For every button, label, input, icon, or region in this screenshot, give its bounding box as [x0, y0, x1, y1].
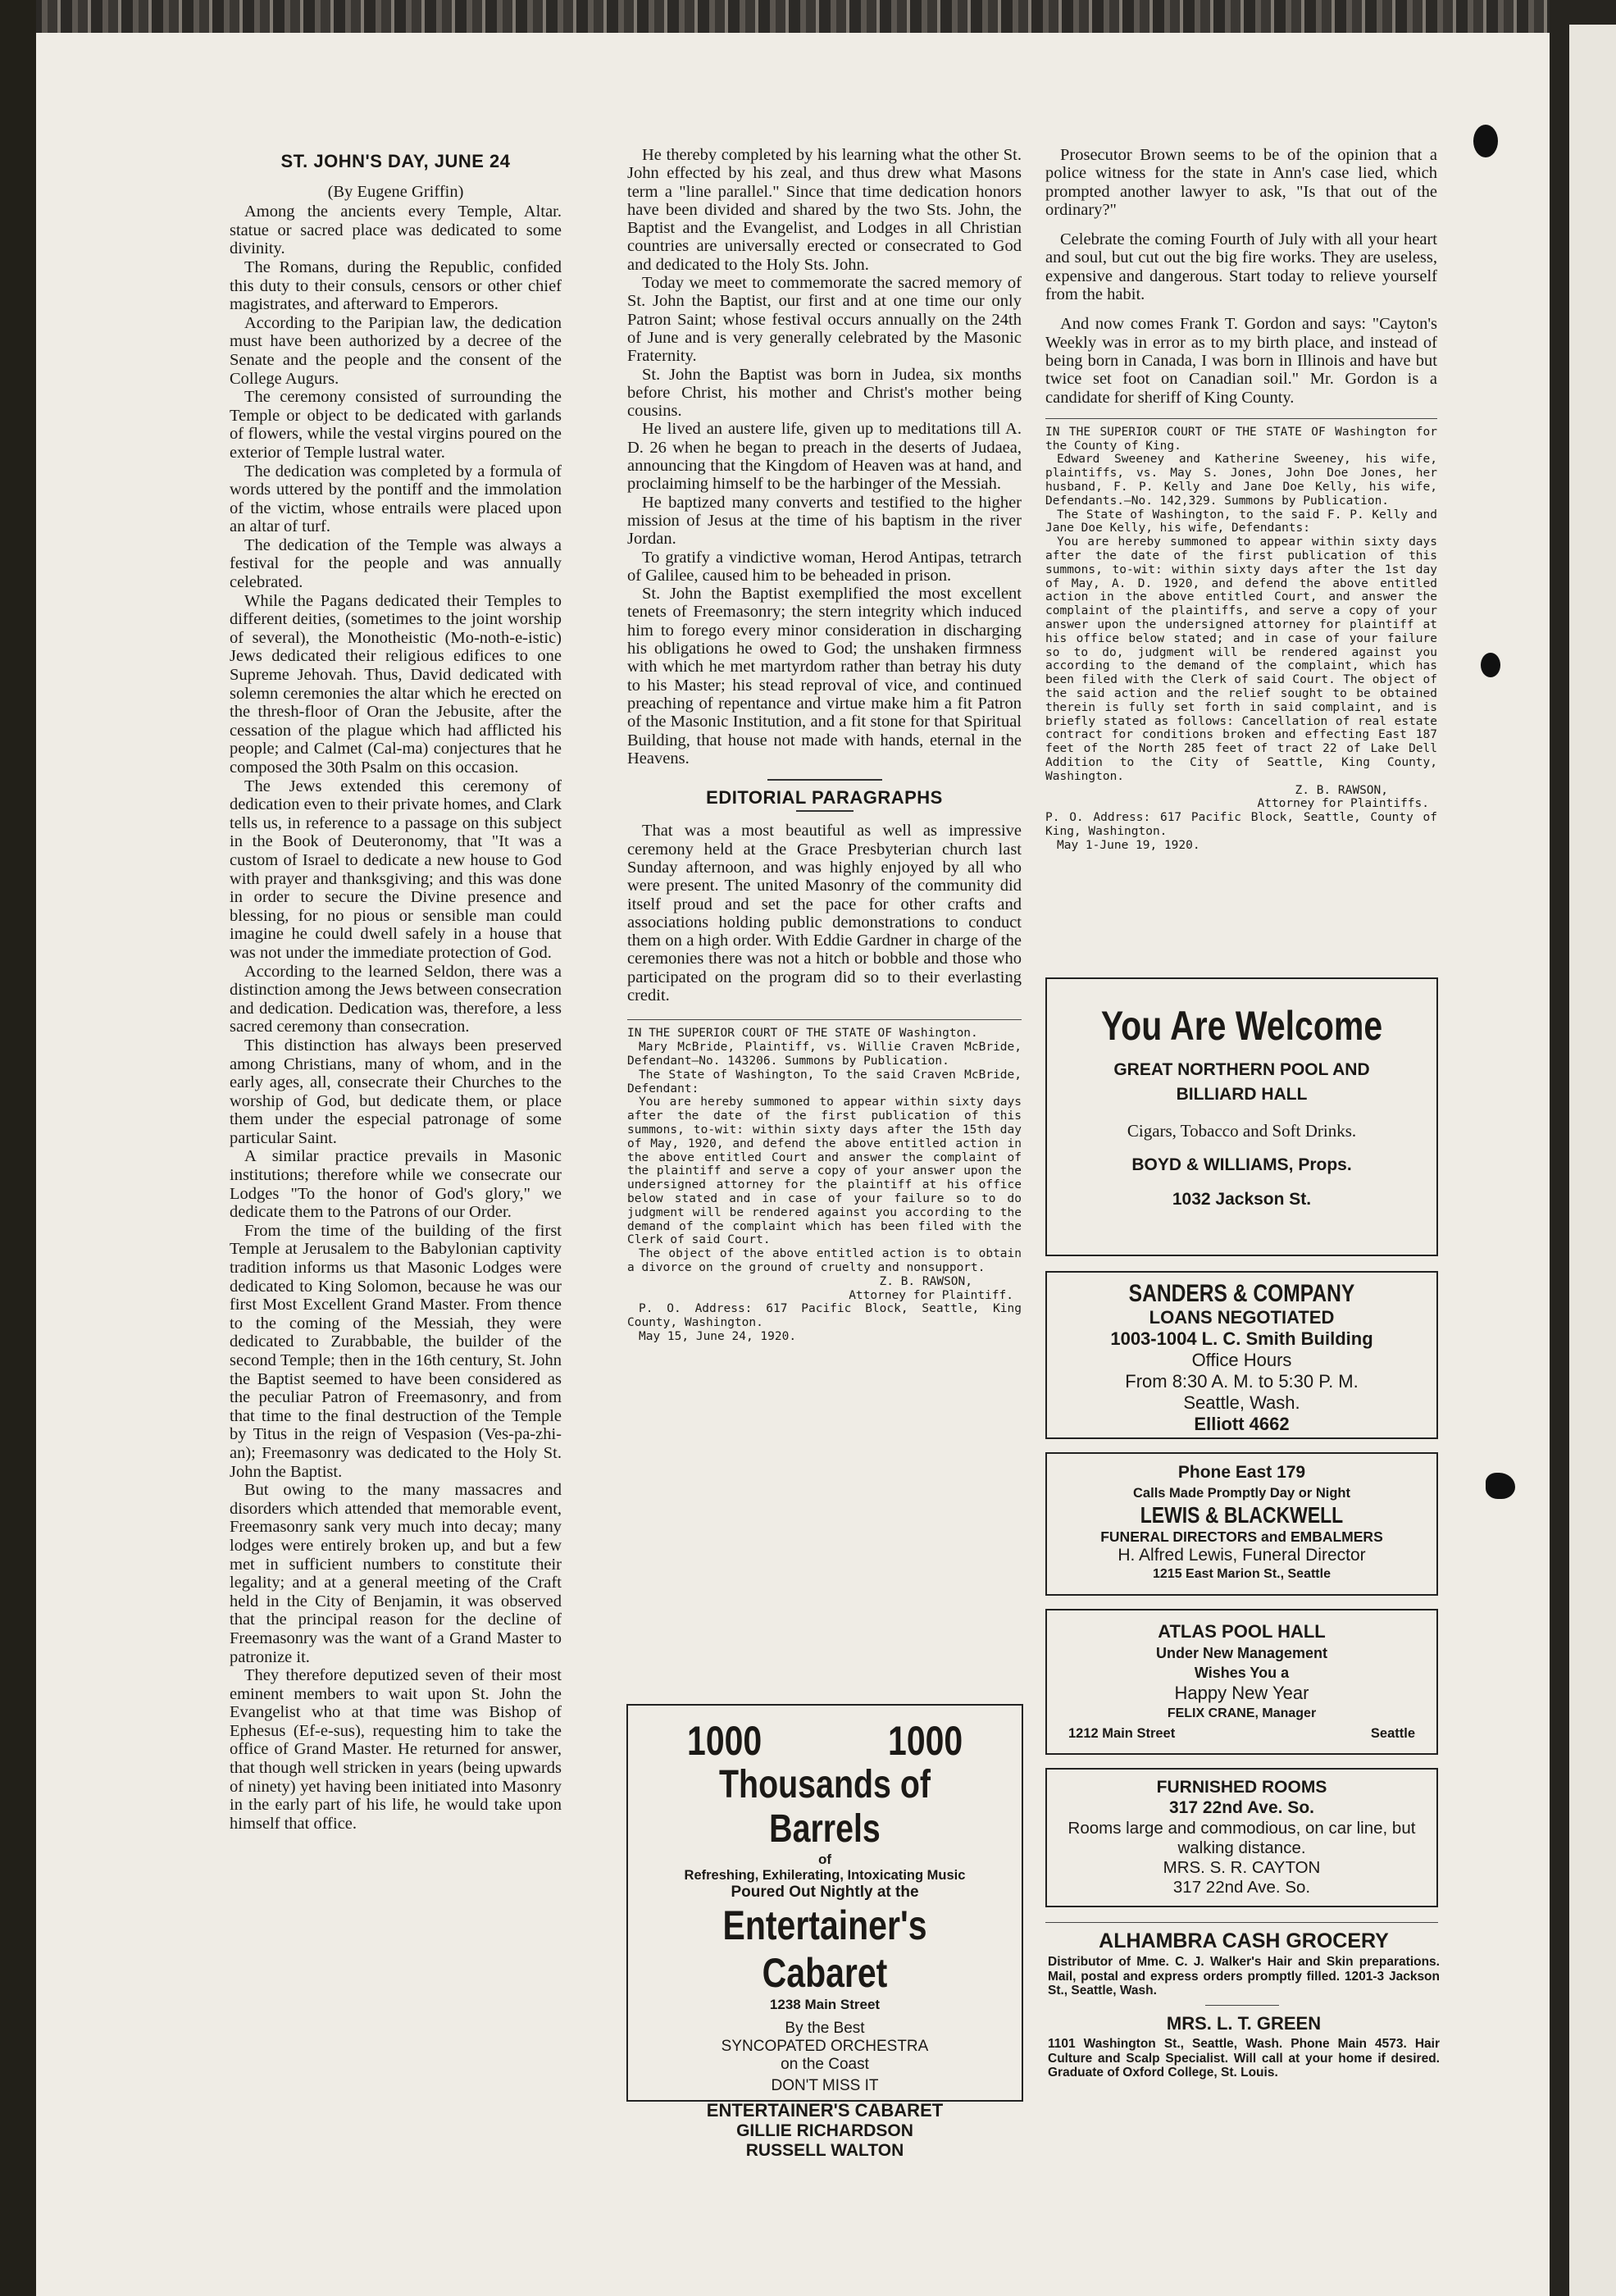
- ad-business-name: ALHAMBRA CASH GROCERY: [1099, 1929, 1389, 1952]
- ad-proprietor: BOYD & WILLIAMS, Props.: [1131, 1155, 1352, 1174]
- ad-business-name: Entertainer's Cabaret: [722, 1902, 927, 1996]
- ad-lewis-blackwell: [1045, 1452, 1438, 1596]
- ad-headline: Thousands of Barrels: [718, 1763, 931, 1851]
- ad-proprietor: MRS. S. R. CAYTON: [1163, 1858, 1321, 1877]
- legal-header: IN THE SUPERIOR COURT OF THE STATE OF Washington for the County of King.: [1045, 425, 1437, 453]
- ad-proprietor: FELIX CRANE, Manager: [1167, 1706, 1317, 1720]
- ad-number: 1000: [687, 1718, 762, 1764]
- ad-number: 1000: [887, 1718, 963, 1764]
- ad-text: Refreshing, Exhilerating, Intoxicating Music: [684, 1868, 966, 1883]
- article-paragraph: To gratify a vindictive woman, Herod Antipas, tetrarch of Galilee, caused him to be beheaded in prison.: [627, 548, 1022, 585]
- ad-address: 1215 East Marion St., Seattle: [1153, 1567, 1331, 1581]
- ad-proprietor: GILLIE RICHARDSON: [736, 2121, 913, 2140]
- ad-text: DON'T MISS IT: [771, 2077, 879, 2094]
- article-paragraph: He thereby completed by his learning what the other St. John effected by his zeal, and thus drew what Masons term a "line parallel." Since that time dedication honors have been divided and shared by the two Sts. John, the Baptist and the Evangelist, and Lodges in all Christian countries are universally erected or consecrated to God and dedicated to the Holy Sts. John.: [627, 146, 1022, 274]
- ad-text: Under New Management: [1155, 1645, 1328, 1661]
- legal-to: The State of Washington, To the said Craven McBride, Defendant:: [627, 1068, 1022, 1096]
- ad-headline: You Are Welcome: [1100, 1003, 1383, 1049]
- ad-text: Poured Out Nightly at the: [731, 1884, 919, 1901]
- section-divider: [1205, 2005, 1279, 2006]
- ad-business-name: SANDERS & COMPANY: [1128, 1280, 1355, 1307]
- ad-address: 1212 Main Street: [1068, 1726, 1176, 1741]
- legal-dates: May 1-June 19, 1920.: [1057, 838, 1200, 852]
- legal-object: The object of the above entitled action is to obtain a divorce on the ground of cruelty and nonsupport.: [627, 1247, 1022, 1274]
- editorial-paragraph: Prosecutor Brown seems to be of the opinion that a police witness for the state in Ann's case lied, which prompted another lawyer to ask, "Is that out of the ordinary?": [1045, 146, 1437, 219]
- ad-text: FUNERAL DIRECTORS and EMBALMERS: [1100, 1528, 1383, 1545]
- legal-header: IN THE SUPERIOR COURT OF THE STATE OF Washington.: [627, 1027, 978, 1041]
- ad-atlas-pool-hall: [1045, 1609, 1438, 1755]
- section-divider: [627, 1019, 1022, 1020]
- ad-phone: Elliott 4662: [1194, 1414, 1290, 1434]
- legal-case: Mary McBride, Plaintiff, vs. Willie Craven McBride, Defendant—No. 143206. Summons by Publication.: [627, 1041, 1022, 1068]
- article-paragraph: He baptized many converts and testified to the higher mission of Jesus at the time of his baptism in the river Jordan.: [627, 493, 1022, 549]
- ad-text: Wishes You a: [1194, 1665, 1290, 1681]
- legal-body: You are hereby summoned to appear within sixty days after the date of the first publication of this summons, to-wit: within sixty days after the 15th day of May, 1920, and defend the above entitled action in the above entitled Court and answer the complaint of the plaintiff and serve a copy of your answer upon the undersigned attorney for the plaintiff at his office below stated and in case of your failure so to do judgment will be rendered against you according to the demand of the complaint which has been filed with the Clerk of said Court.: [627, 1096, 1022, 1247]
- article-paragraph: A similar practice prevails in Masonic institutions; therefore while we consecrate our Lodges "To the honor of God's glory," we dedicate them to the Patrons of our Order.: [230, 1147, 562, 1222]
- article-paragraph: This distinction has always been preserved among Christians, many of whom, and in the early ages, all, consecrate their Churches to the worship of God, but dedicate them, or place them under the especial patronage of some particular Saint.: [230, 1036, 562, 1147]
- ad-text: 1101 Washington St., Seattle, Wash. Phone Main 4573. Hair Culture and Scalp Specialist. Will call at your home if desired. Graduate of Oxford College, St. Louis.: [1048, 2037, 1440, 2080]
- editorial-paragraph: That was a most beautiful as well as impressive ceremony held at the Grace Presbyterian church last Sunday afternoon, and was highly enjoyed by all who were present. The united Masonry of the community did itself proud and set the pace for other crafts and associations holding public demonstrations to conduct them on a high order. With Eddie Gardner in charge of the ceremonies there was not a hitch or bobble and those who participated on the program did so to their everlasting credit.: [627, 822, 1022, 1005]
- ad-address: 1238 Main Street: [769, 1997, 881, 2012]
- scan-left-edge: [0, 0, 36, 2296]
- ink-blot: [1481, 653, 1500, 677]
- ad-business-name: LEWIS & BLACKWELL: [1140, 1502, 1344, 1528]
- legal-case: Edward Sweeney and Katherine Sweeney, his wife, plaintiffs, vs. May S. Jones, John Doe Jones, her husband, F. P. Kelly and Jane Doe Kelly, his wife, Defendants.—No. 142,329. Summons by Publication.: [1045, 453, 1437, 508]
- ad-text: GREAT NORTHERN POOL AND: [1113, 1060, 1370, 1079]
- legal-notice-mcbride: [627, 1027, 1022, 1343]
- ad-business-name: ATLAS POOL HALL: [1158, 1621, 1326, 1642]
- ad-text: Seattle, Wash.: [1183, 1392, 1300, 1413]
- legal-address: P. O. Address: 617 Pacific Block, Seattle, King County, Washington.: [627, 1302, 1022, 1330]
- legal-signer: Z. B. RAWSON,: [1295, 783, 1388, 797]
- ad-text: ENTERTAINER'S CABARET: [706, 2100, 944, 2121]
- ad-text: of: [817, 1852, 832, 1867]
- ad-address: 317 22nd Ave. So.: [1172, 1878, 1311, 1897]
- column-1: [230, 115, 562, 1833]
- article-paragraph: The dedication was completed by a formula of words uttered by the pontiff and the immolation of the victim, whose entrails were placed upon an altar of turf.: [230, 462, 562, 536]
- ink-blot: [1473, 125, 1498, 157]
- section-divider: [1045, 418, 1437, 419]
- ad-text: H. Alfred Lewis, Funeral Director: [1118, 1546, 1366, 1565]
- ad-great-northern-pool: [1045, 977, 1438, 1256]
- ad-text: LOANS NEGOTIATED: [1149, 1307, 1335, 1328]
- article-paragraph: While the Pagans dedicated their Temples to different deities, (sometimes to the joint worship of several), the Monotheistic (Mo-noth-e-istic) Jews dedicated their religious edifices to one Supreme Jehovah. Thus, David dedicated with solemn ceremonies the altar which he erected on the thresh-floor of Oran the Jebusite, after the cessation of the plague which had afflicted his people; and Calmet (Cal-ma) conjectures that he composed the 30th Psalm on this occasion.: [230, 591, 562, 777]
- article-paragraph: The Romans, during the Republic, confided this duty to their consuls, censors or other chief magistrates, and afterward to Emperors.: [230, 257, 562, 314]
- article-paragraph: Among the ancients every Temple, Altar. statue or sacred place was dedicated to some divinity.: [230, 203, 562, 258]
- ad-address: 1032 Jackson St.: [1172, 1190, 1312, 1209]
- adjacent-page-edge: [1569, 25, 1616, 2296]
- legal-address: P. O. Address: 617 Pacific Block, Seattle, County of King, Washington.: [1045, 811, 1437, 838]
- article-paragraph: He lived an austere life, given up to meditations till A. D. 26 when he began to preach in the deserts of Judaea, announcing that the Kingdom of Heaven was at hand, and proclaiming himself to be the harbinger of the Messiah.: [627, 420, 1022, 494]
- ad-text: Happy New Year: [1174, 1683, 1309, 1703]
- editorial-paragraph: Celebrate the coming Fourth of July with all your heart and soul, but cut out the big fire works. They are useless, expensive and dangerous. Start today to relieve yourself from the habit.: [1045, 230, 1437, 304]
- ad-phone: Phone East 179: [1177, 1463, 1306, 1482]
- ink-blot: [1486, 1473, 1515, 1499]
- ad-text: Calls Made Promptly Day or Night: [1133, 1486, 1350, 1501]
- article-paragraph: The dedication of the Temple was always a festival for the people and was annually celebrated.: [230, 535, 562, 592]
- ad-headline: FURNISHED ROOMS: [1156, 1778, 1327, 1797]
- article-paragraph: St. John the Baptist was born in Judea, six months before Christ, his mother and Christ's mother being cousins.: [627, 365, 1022, 421]
- article-paragraph: The Jews extended this ceremony of dedication even to their private homes, and Clark tells us, in reference to a passage on this subject in the Book of Deuteronomy, that "It was a custom of Israel to dedicate a new house to God with prayer and thanksgiving; and this was done in order to secure the Divine presence and blessing, for no pious or sensible man could imagine he could dwell safely in a house that was not under the immediate protection of God.: [230, 777, 562, 962]
- article-paragraph: Today we meet to commemorate the sacred memory of St. John the Baptist, our first and at one time our only Patron Saint; whose festival occurs annually on the 24th of June and is very generally celebrated by the Masonic Fraternity.: [627, 274, 1022, 366]
- ad-text: By the Best: [785, 2020, 865, 2037]
- legal-role: Attorney for Plaintiffs.: [1257, 797, 1429, 811]
- legal-role: Attorney for Plaintiff.: [849, 1288, 1013, 1302]
- section-divider: [796, 810, 854, 812]
- ad-text: BILLIARD HALL: [1176, 1085, 1308, 1104]
- legal-notice-sweeney: [1045, 426, 1437, 853]
- article-paragraph: The ceremony consisted of surrounding the Temple or object to be dedicated with garlands of flowers, while the vestal virgins poured on the exterior of Temple lustral water.: [230, 388, 562, 462]
- ad-entertainers-cabaret: [626, 1704, 1023, 2160]
- article-byline: (By Eugene Griffin): [327, 182, 464, 201]
- ad-text: Office Hours: [1191, 1350, 1292, 1370]
- section-divider: [1045, 1922, 1438, 1923]
- ad-text: SYNCOPATED ORCHESTRA: [721, 2038, 929, 2055]
- legal-signer: Z. B. RAWSON,: [879, 1274, 972, 1288]
- ad-sanders-company: [1045, 1271, 1438, 1439]
- ad-address: 317 22nd Ave. So.: [1168, 1798, 1315, 1817]
- article-paragraph: But owing to the many massacres and disorders which attended that memorable event, Freemasonry sank very much into decay; many lodges were entirely broken up, and but a few met in sufficient numbers to constitute their legality; and at a general meeting of the Craft held in the City of Benjamin, it was observed that the principal reason for the decline of Freemasonry was the want of a Grand Master to patronize it.: [230, 1481, 562, 1666]
- article-title: ST. JOHN'S DAY, JUNE 24: [280, 151, 511, 171]
- legal-to: The State of Washington, to the said F. P. Kelly and Jane Doe Kelly, his wife, Defendants:: [1045, 508, 1437, 535]
- ad-city: Seattle: [1370, 1726, 1415, 1741]
- ad-alhambra-grocery: [1048, 1927, 1440, 1998]
- ad-mrs-green: [1048, 2011, 1440, 2080]
- column-2: [627, 146, 1022, 1344]
- ad-proprietor: RUSSELL WALTON: [745, 2141, 904, 2160]
- ad-text: Cigars, Tobacco and Soft Drinks.: [1127, 1121, 1357, 1141]
- ad-address: 1003-1004 L. C. Smith Building: [1110, 1328, 1373, 1349]
- ad-text: From 8:30 A. M. to 5:30 P. M.: [1125, 1371, 1359, 1392]
- legal-dates: May 15, June 24, 1920.: [639, 1329, 797, 1343]
- article-paragraph: St. John the Baptist exemplified the most excellent tenets of Freemasonry; the stern integrity which induced him to forego every minor consideration in discharging his obligations he owed to God; the unshaken firmness with which he met martyrdom rather than betray his duty to his Master; his stead reproval of vice, and continued preaching of repentance and virtue make him a fit Patron of the Masonic Institution, and a fit stone for that Spiritual Building, that house not made with hands, eternal in the Heavens.: [627, 585, 1022, 768]
- ad-text: on the Coast: [781, 2056, 869, 2073]
- article-paragraph: They therefore deputized seven of their most eminent members to wait upon St. John the Evangelist who at that time was Bishop of Ephesus (Ef-e-sus), requesting him to take the office of Grand Master. He returned for answer, that though well stricken in years (being upwards of ninety) yet having been initiated into Masonry in the early part of his life, he would take upon himself that office.: [230, 1666, 562, 1833]
- editorial-paragraph: And now comes Frank T. Gordon and says: "Cayton's Weekly was in error as to my birth place, and instead of being born in Canada, I was born in Illinois and have but twice set foot on Canadian soil." Mr. Gordon is a candidate for sheriff of King County.: [1045, 315, 1437, 407]
- article-paragraph: According to the Paripian law, the dedication must have been authorized by a decree of the Senate and the people and the consent of the College Augurs.: [230, 313, 562, 388]
- article-paragraph: According to the learned Seldon, there was a distinction among the Jews between consecration and dedication. Dedication was, therefore, a less sacred ceremony than consecration.: [230, 962, 562, 1036]
- editorial-title: EDITORIAL PARAGRAPHS: [706, 787, 943, 809]
- article-paragraph: From the time of the building of the first Temple at Jerusalem to the Babylonian captivity tradition informs us that Masonic Lodges were dedicated to King Solomon, because he was our first Most Excellent Grand Master. From thence to the coming of the Messiah, they were dedicated to Zurabbable, the builder of the second Temple; then in the 16th century, St. John the Baptist seemed to have been considered as the peculiar Patron of Freemasonry, and from that time to the final destruction of the Temple by Titus in the reign of Vespasion (Ves-pa-zhi-an); Freemasonry was dedicated to the Holy St. John the Baptist.: [230, 1221, 562, 1481]
- ad-text: Distributor of Mme. C. J. Walker's Hair and Skin preparations. Mail, postal and express orders promptly filled. 1201-3 Jackson St., Seattle, Wash.: [1048, 1955, 1440, 1998]
- legal-body: You are hereby summoned to appear within sixty days after the date of the first publication of this summons, to-wit: within sixty days after the 1st day of May, A. D. 1920, and defend the above entitled action in the above entitled Court, and answer the complaint of the plaintiffs, and serve a copy of your answer upon the undersigned attorney for plaintiff at his office below stated; and in case of your failure so to do, judgment will be rendered against you according to the demand of the complaint, which has been filed with the Clerk of said Court. The object of the said action and the relief sought to be obtained therein is fully set forth in said complaint, and is briefly stated as follows: Cancellation of real estate contract for conditions broken and effecting East 187 feet of the North 285 feet of tract 22 of Lake Dell Addition to the City of Seattle, King County, Washington.: [1045, 535, 1437, 783]
- ad-furnished-rooms: [1045, 1768, 1438, 1907]
- ad-business-name: MRS. L. T. GREEN: [1166, 2013, 1322, 2034]
- column-3: [1045, 146, 1437, 853]
- section-divider: [767, 779, 882, 781]
- ad-text: Rooms large and commodious, on car line, but walking distance.: [1067, 1819, 1416, 1857]
